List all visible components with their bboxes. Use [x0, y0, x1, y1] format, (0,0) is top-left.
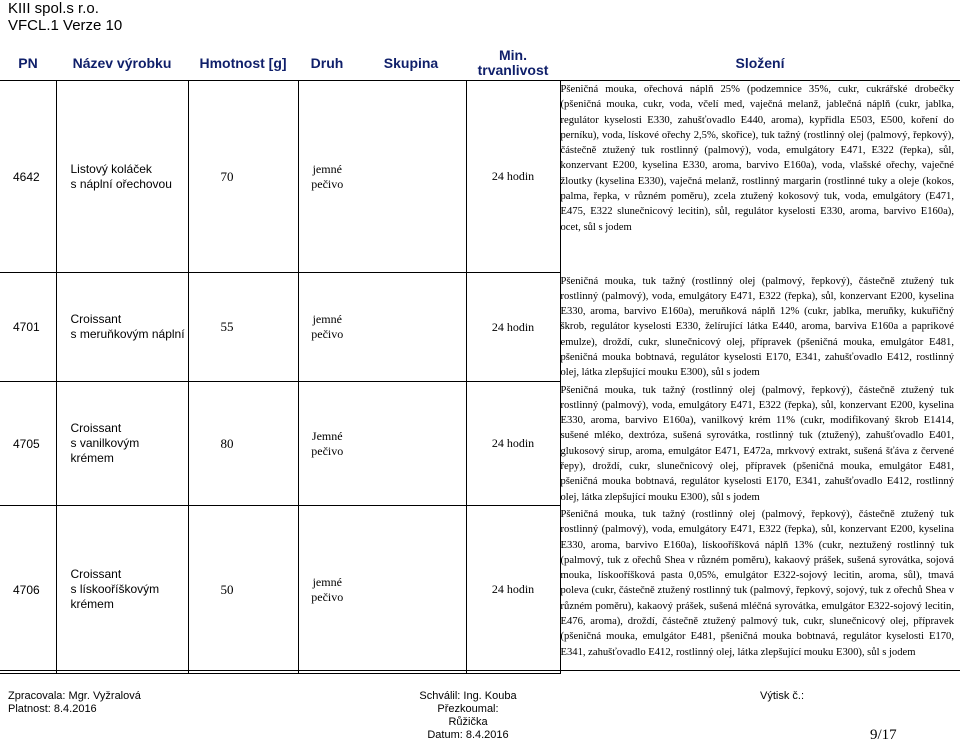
table-header-row — [0, 46, 960, 81]
composition — [560, 506, 960, 674]
company-name: KIII spol.s r.o. — [8, 0, 99, 17]
copy-number: Výtisk č.: — [760, 690, 805, 702]
product-type — [298, 506, 356, 674]
product-type — [298, 81, 356, 273]
product-code: 4706 — [0, 506, 56, 674]
product-weight: 80 — [188, 382, 298, 506]
column-header-composition: Složení — [560, 46, 960, 81]
document-date: Datum: 8.4.2016 — [427, 729, 509, 741]
composition — [560, 382, 960, 506]
product-name-line: krémem — [70, 451, 114, 466]
product-name-line: Croissant — [70, 421, 122, 436]
product-group — [356, 506, 466, 674]
table-row — [0, 382, 960, 506]
table-row — [0, 81, 960, 273]
product-type-line: pečivo — [311, 176, 344, 191]
product-name-line: s lískooříškovým — [70, 582, 160, 597]
product-group — [356, 273, 466, 382]
table-row — [0, 506, 960, 674]
product-name-line: Listový koláček — [70, 161, 152, 176]
product-name — [56, 81, 188, 273]
product-type — [298, 273, 356, 382]
product-code: 4642 — [0, 81, 56, 273]
column-header-weight: Hmotnost [g] — [188, 46, 298, 81]
product-type-line: pečivo — [311, 327, 344, 342]
document-version: VFCL.1 Verze 10 — [8, 17, 123, 34]
product-name — [56, 273, 188, 382]
product-type-line: jemné — [312, 574, 342, 589]
product-type — [298, 382, 356, 506]
product-code: 4701 — [0, 273, 56, 382]
column-header-druh: Druh — [298, 46, 356, 81]
product-name-line: Croissant — [70, 567, 122, 582]
composition-text: Pšeničná mouka, tuk tažný (rostlinný olej (palmový, řepkový), částečně ztužený tuk rostlinný (palmový), voda, emulgátory E471, E322 (řepka), sůl, konzervant E200, kyselina E330, aroma, barvivo E160a), meruňková náplň 12% (cukr, jablka, meruňky, kukuřičný škrob, regulátor kyselosti E330, želírující látka E440, aroma, barviva E160a a paprikové emulze), droždí, cukr, slunečnicový olej, přípravek (pšeničná mouka, emulgátor E481, pšeničná mouka bobtnavá, regulátor kyselosti E170, E341, zahušťovadlo E412, rostlinný olej, látka zlepšující mouku E300), sůl s jodem — [560, 275, 954, 379]
product-name-line: Croissant — [70, 312, 122, 327]
shelf-life: 24 hodin — [466, 382, 560, 506]
footer-divider — [0, 670, 960, 671]
product-name-line: s náplní ořechovou — [70, 176, 172, 191]
footer-left — [8, 690, 141, 716]
composition-text: Pšeničná mouka, tuk tažný (rostlinný olej (palmový, řepkový), částečně ztužený tuk rostlinný (palmový), voda, emulgátory E471, E322 (řepka), sůl, konzervant E200, kyselina E330, aroma, barvivo E160a), lískooříšková náplň 13% (cukr, neztužený rostlinný tuk (palmový, tuk z ořechů Shea v různém poměru), kakaový prášek, sušená syrovátka, sojová mouka, lískooříšková pasta 0,05%, emulgátor E322-sojový lecitin, aroma, sůl), tmavá poleva (cukr, částečně ztužený rostlinný tuk (palmový, řepkový, sojový, tuk z ořechů Shea v různém poměru), kakaový prášek, sušená mléčná syrovátka, emulgátor E322-sojový lecitin, E476, aroma), droždí, částečně ztužený palmový tuk, cukr, slunečnicový olej, přípravek (pšeničná mouka, emulgátor E481, pšeničná mouka bobtnavá, regulátor kyselosti E170, E341, zahušťovadlo E412, rostlinný olej, látka zlepšující mouku E300), sůl s jodem — [560, 508, 954, 658]
product-name-line: s meruňkovým náplní — [70, 327, 185, 342]
product-table — [0, 46, 960, 674]
column-header-name: Název výrobku — [56, 46, 188, 81]
approved-by: Schválil: Ing. Kouba — [419, 690, 517, 702]
prepared-by: Zpracovala: Mgr. Vyžralová — [8, 690, 141, 702]
product-group — [356, 81, 466, 273]
product-type-line: jemné — [312, 312, 342, 327]
product-weight: 70 — [188, 81, 298, 273]
table-row — [0, 273, 960, 382]
column-header-pn: PN — [0, 46, 56, 81]
product-type-line: jemné — [312, 161, 342, 176]
composition-text: Pšeničná mouka, tuk tažný (rostlinný olej (palmový, řepkový), částečně ztužený tuk rostlinný (palmový), voda, emulgátory E471, E322 (řepka), sůl, konzervant E200, kyselina E330, aroma, barvivo E160a), vanilkový krém 11% (cukr, modifikovaný škrob E1414, sušené mléko, dextróza, sušená syrovátka, rostlinný tuk (ztužený), zahušťovadlo E401, glukosový sirup, aroma, emulgátor E471, E472a, mrkvový extrakt, sušená šťáva z červené řepy), droždí, cukr, slunečnicový olej, přípravek (pšeničná mouka, emulgátor E481, pšeničná mouka bobtnavá, regulátor kyselosti E170, E341, zahušťovadlo E412, rostlinný olej, látka zlepšující mouku E300), sůl s jodem — [560, 384, 954, 503]
product-type-line: pečivo — [311, 443, 344, 458]
column-header-shelf-life: Min. trvanlivost — [466, 46, 560, 81]
composition-text: Pšeničná mouka, ořechová náplň 25% (podzemnice 35%, cukr, cukrářské drobečky (pšeničná mouka, cukr, voda, včelí med, vaječná melanž, jablečná náplň (cukr, jablka, regulátor kyselosti E330, zahušťovadlo E440, aroma), kypřidla E503, E500, koření do perníku), voda, lískové ořechy 2,5%, skořice), tuk tažný (rostlinný olej (palmový, řepkový), částečně ztužený tuk rostlinný (palmový), voda, emulgátory E471, E322 (řepka), sůl, konzervant E200, kyselina E330, aroma, barvivo E160a), voda, vlašské ořechy, vaječné žloutky (kyselina E330), vaječná melanž, rostlinný margarin (rostlinné tuky a oleje (kokos, palma, řepka, v různém poměru), zcela ztužený kokosový tuk, voda, emulgátory (E471, E475, E322 slunečnicový lecitin), sůl, regulátor kyselosti E330, aroma, barvivo E160a), ocet, sůl s jodem — [560, 84, 954, 233]
reviewed-by: Přezkoumal: Růžička — [437, 703, 499, 728]
shelf-life: 24 hodin — [466, 81, 560, 273]
product-type-line: Jemné — [311, 428, 343, 443]
product-weight: 50 — [188, 506, 298, 674]
product-name — [56, 506, 188, 674]
composition — [560, 81, 960, 273]
footer-middle — [418, 690, 518, 742]
product-type-line: pečivo — [311, 589, 344, 604]
shelf-life: 24 hodin — [466, 506, 560, 674]
valid-from: Platnost: 8.4.2016 — [8, 703, 97, 715]
product-name-line: krémem — [70, 597, 114, 612]
column-header-group: Skupina — [356, 46, 466, 81]
product-name — [56, 382, 188, 506]
product-group — [356, 382, 466, 506]
page-number: 9/17 — [870, 727, 897, 743]
product-name-line: s vanilkovým — [70, 436, 140, 451]
shelf-life: 24 hodin — [466, 273, 560, 382]
product-weight: 55 — [188, 273, 298, 382]
composition — [560, 273, 960, 382]
product-code: 4705 — [0, 382, 56, 506]
